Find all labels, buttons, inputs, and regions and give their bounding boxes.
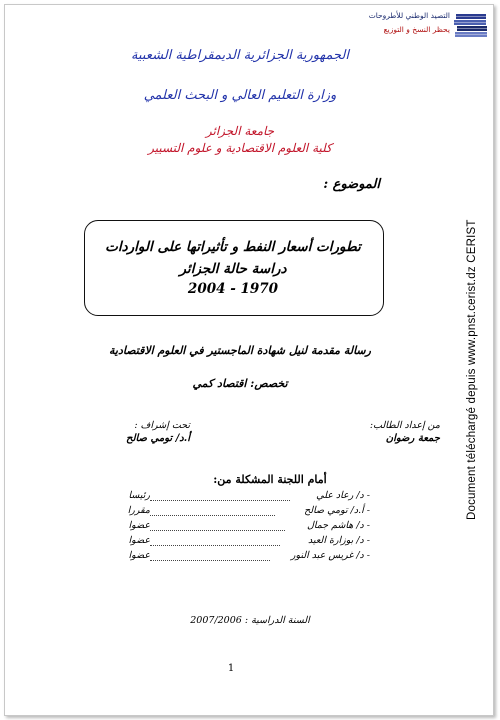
page-frame xyxy=(4,4,494,716)
jury-member-name: - د/ غريس عبد النور xyxy=(290,550,370,561)
pnst-logo xyxy=(370,8,494,44)
thesis-title-years: 2004 - 1970 xyxy=(187,281,279,297)
jury-dots xyxy=(150,515,275,516)
jury-member-role: عضوا xyxy=(128,535,150,546)
student-label: من إعداد الطالب: xyxy=(369,420,440,431)
ministry-heading: وزارة التعليم العالي و البحث العلمي xyxy=(143,88,337,103)
jury-dots xyxy=(150,560,270,561)
jury-dots xyxy=(150,500,290,501)
thesis-title-line2: دراسة حالة الجزائر xyxy=(179,261,287,277)
thesis-title-line1: تطورات أسعار النفط و تأثيراتها على الواردات xyxy=(105,239,361,255)
jury-dots xyxy=(150,545,280,546)
jury-dots xyxy=(150,530,285,531)
specialty: تخصص: اقتصاد كمي xyxy=(192,377,288,390)
jury-member-name: - د/ هاشم جمال xyxy=(306,520,370,531)
logo-line1: التصيد الوطني للأطروحات xyxy=(368,11,450,20)
thesis-title-box xyxy=(84,220,384,316)
jury-heading: أمام اللجنة المشكلة من: xyxy=(213,473,327,486)
books-stack-icon xyxy=(452,10,490,40)
student-name: جمعة رضوان xyxy=(385,433,440,444)
academic-year: السنة الدراسية : 2007/2006 xyxy=(190,615,310,626)
jury-member-role: عضوا xyxy=(128,520,150,531)
download-source-stamp: Document téléchargé depuis www.pnst.cerist.dz CERIST xyxy=(466,219,478,520)
university-name: جامعة الجزائر xyxy=(205,124,275,138)
supervisor-name: أ.د/ تومي صالح xyxy=(125,433,190,444)
page-number: 1 xyxy=(227,663,235,674)
logo-line2: يحظر النسخ و التوزيع xyxy=(383,25,450,34)
degree-statement: رسالة مقدمة لنيل شهادة الماجستير في العلوم الاقتصادية xyxy=(109,344,371,357)
republic-heading: الجمهورية الجزائرية الديمقراطية الشعبية xyxy=(131,48,349,63)
jury-member-role: رئيسا xyxy=(128,490,150,501)
supervisor-label: تحت إشراف : xyxy=(134,420,190,431)
jury-member-name: - د/ رعاد علي xyxy=(316,490,370,501)
jury-member-name: - د/ بوزارة العيد xyxy=(307,535,370,546)
jury-member-role: مقررا xyxy=(127,505,150,516)
subject-label: الموضوع : xyxy=(323,177,380,192)
jury-member-role: عضوا xyxy=(128,550,150,561)
faculty-name: كلية العلوم الاقتصادية و علوم التسيير xyxy=(148,141,332,155)
jury-member-name: - أ.د/ تومي صالح xyxy=(304,505,370,516)
